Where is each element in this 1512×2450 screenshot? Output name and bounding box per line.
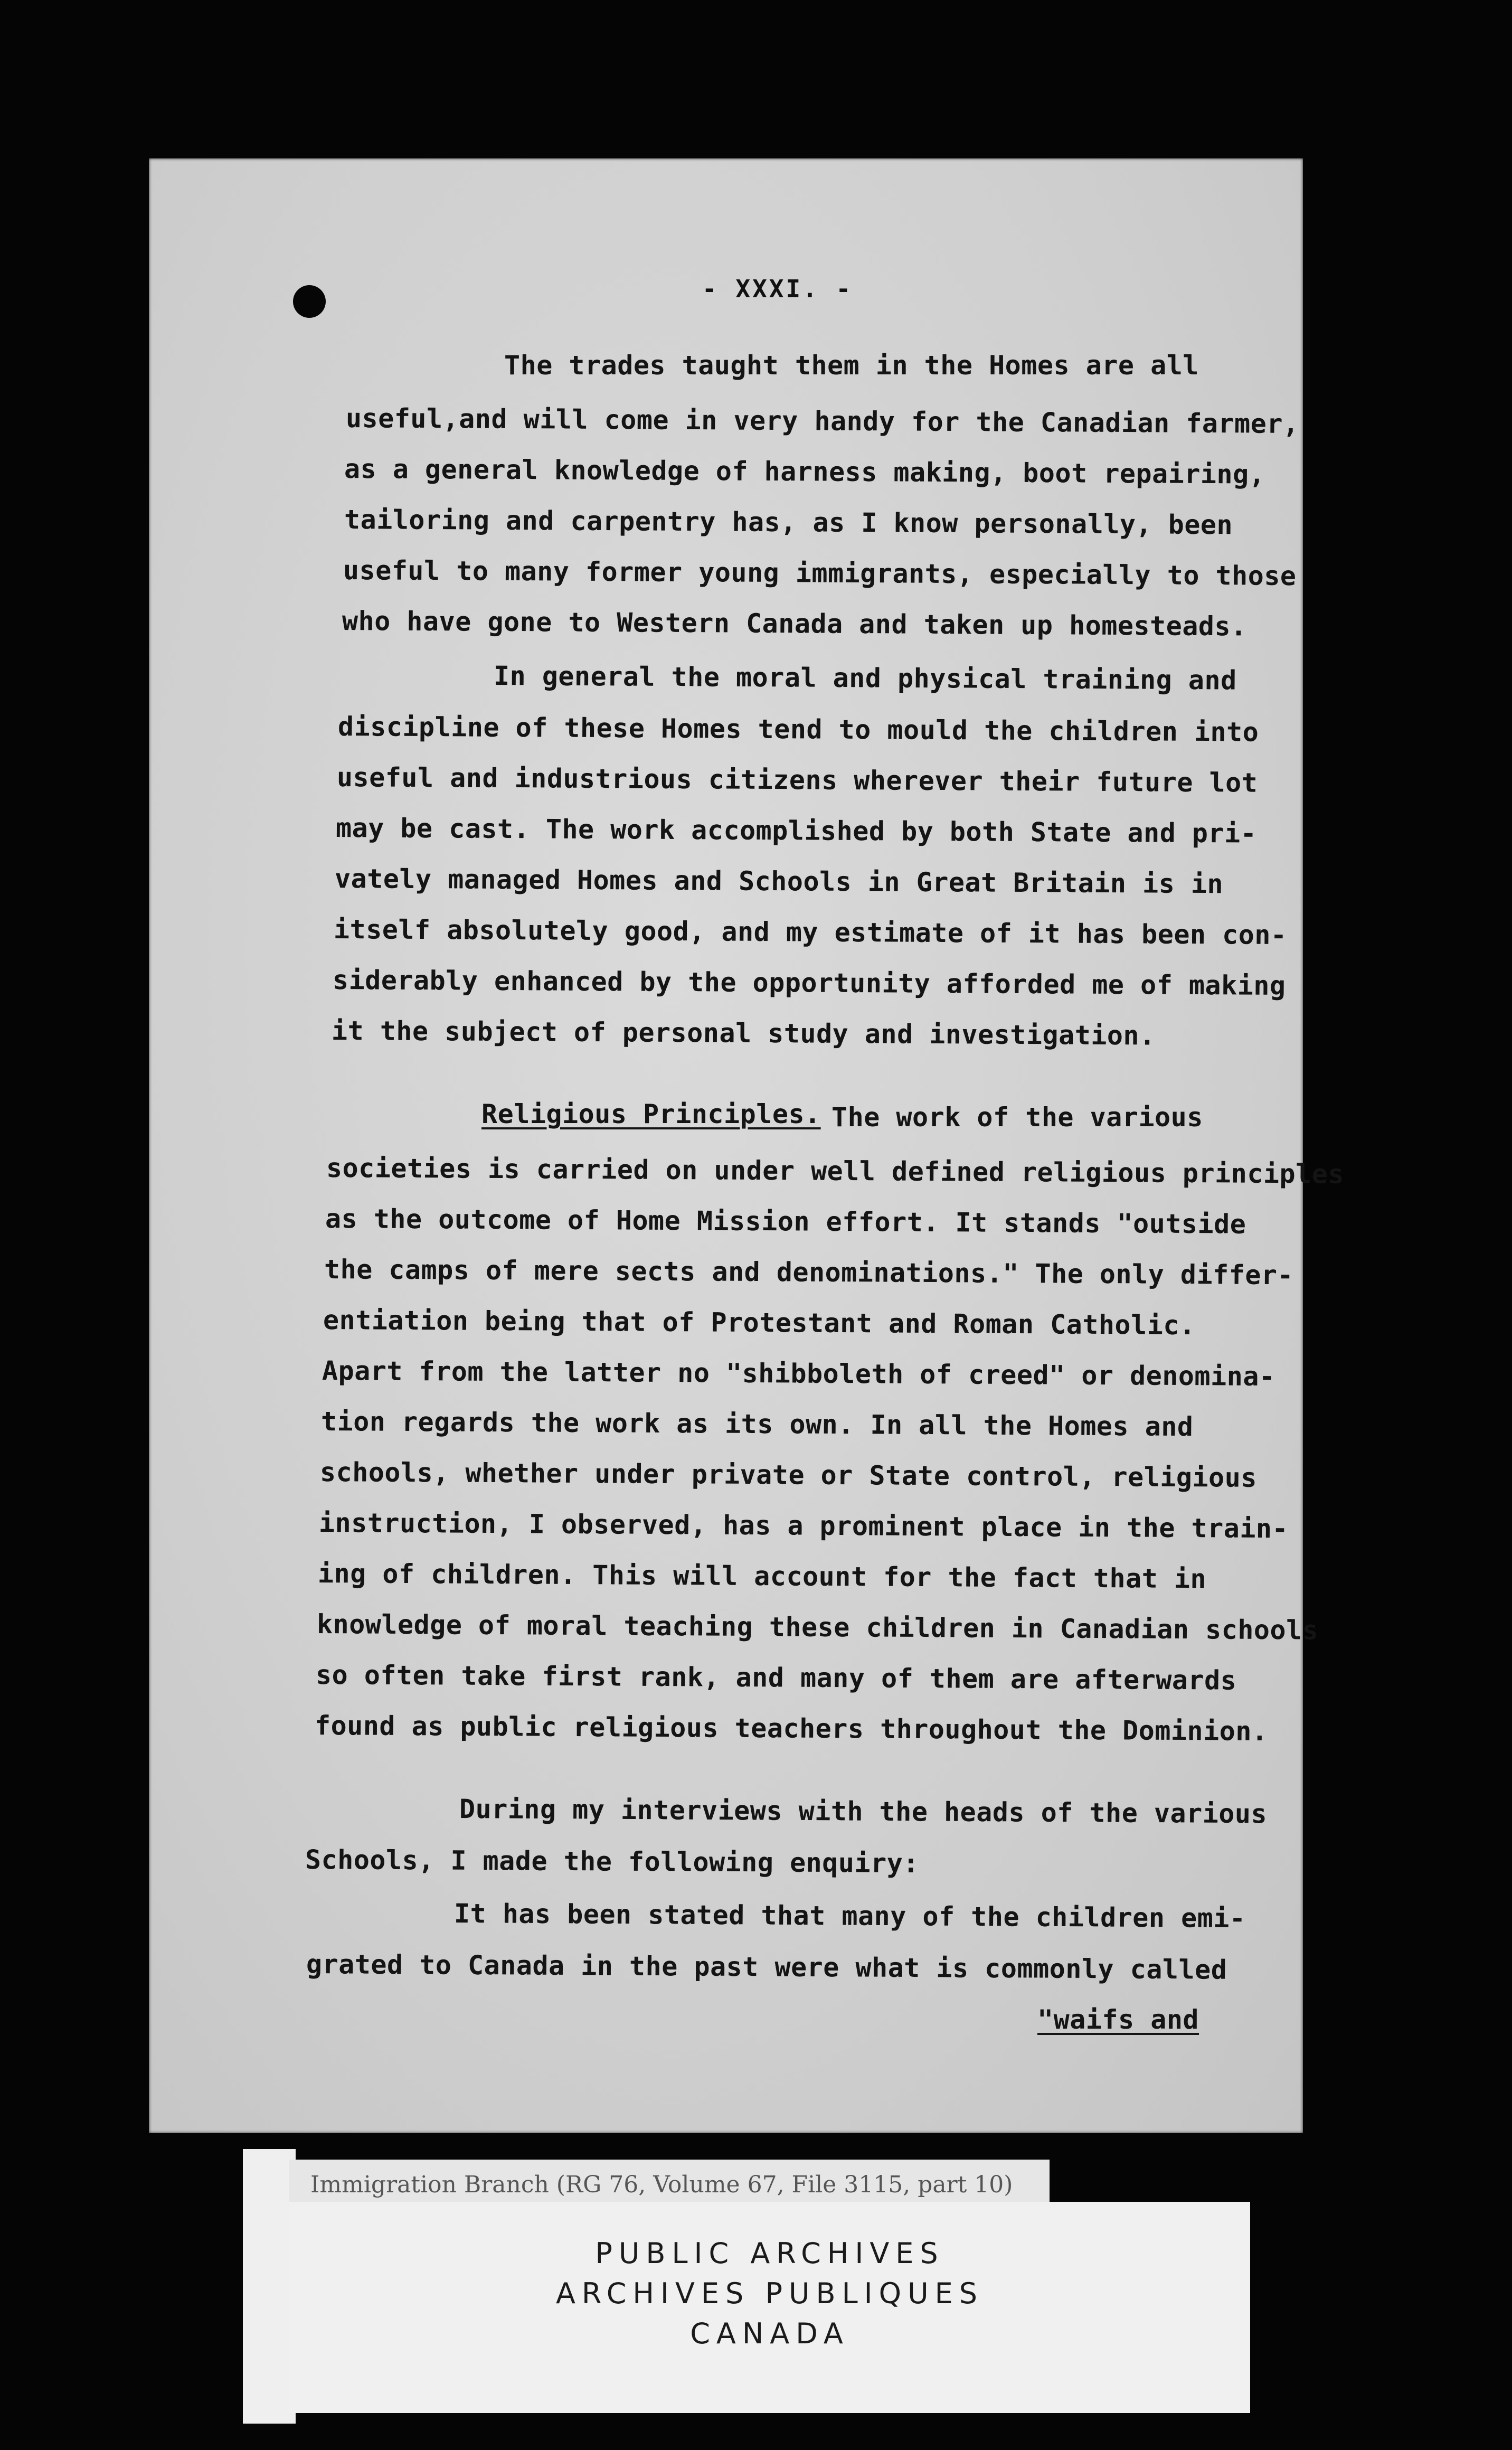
text-line: so often take first rank, and many of them are afterwards: [315, 1660, 1237, 1696]
text-line: who have gone to Western Canada and taken up homesteads.: [342, 606, 1247, 642]
text-line: During my interviews with the heads of the various: [459, 1794, 1268, 1830]
text-line: tailoring and carpentry has, as I know personally, been: [344, 504, 1233, 541]
text-line: itself absolutely good, and my estimate of it has been con-: [333, 914, 1287, 951]
text-line: siderably enhanced by the opportunity afforded me of making: [332, 965, 1286, 1002]
text-line: may be cast. The work accomplished by both State and pri-: [335, 813, 1257, 849]
text-line: It has been stated that many of the children emi-: [453, 1898, 1246, 1934]
text-line: grated to Canada in the past were what is commonly called: [306, 1949, 1227, 1985]
text-line: knowledge of moral teaching these children in Canadian schools: [316, 1609, 1319, 1646]
text-line: useful,and will come in very handy for the Canadian farmer,: [345, 403, 1299, 440]
text-line: schools, whether under private or State control, religious: [319, 1457, 1258, 1493]
document-page: [149, 158, 1303, 2133]
text-line: the camps of mere sects and denominations." The only differ-: [324, 1254, 1294, 1291]
punch-hole: [293, 285, 326, 318]
stamp-line: ARCHIVES PUBLIQUES: [555, 2277, 984, 2310]
text-line: Apart from the latter no "shibboleth of creed" or denomina-: [322, 1355, 1275, 1392]
section-heading: Religious Principles.: [481, 1099, 821, 1129]
text-line: as a general knowledge of harness making, boot repairing,: [344, 454, 1265, 490]
text-line: discipline of these Homes tend to mould the children into: [337, 711, 1259, 748]
text-line: ing of children. This will account for the fact that in: [317, 1558, 1207, 1595]
stamp-line: CANADA: [690, 2317, 849, 2350]
text-line: it the subject of personal study and investigation.: [331, 1015, 1156, 1051]
text-line: The work of the various: [831, 1102, 1203, 1133]
text-line: societies is carried on under well defined religious principles: [326, 1153, 1345, 1190]
archive-stamp: [289, 2202, 1250, 2413]
text-line: The trades taught them in the Homes are all: [504, 350, 1199, 381]
stamp-line: PUBLIC ARCHIVES: [595, 2237, 944, 2270]
page-number: - XXXI. -: [702, 275, 853, 303]
text-line: found as public religious teachers throughout the Dominion.: [314, 1710, 1268, 1747]
text-line: Schools, I made the following enquiry:: [305, 1844, 920, 1879]
archive-tab: [243, 2149, 296, 2424]
text-line: useful to many former young immigrants, especially to those: [343, 555, 1297, 592]
text-line: as the outcome of Home Mission effort. It stands "outside: [325, 1203, 1246, 1240]
text-line: instruction, I observed, has a prominent place in the train-: [318, 1507, 1289, 1544]
text-line: tion regards the work as its own. In all the Homes and: [320, 1406, 1194, 1443]
archive-reference: Immigration Branch (RG 76, Volume 67, File 3115, part 10): [289, 2160, 1050, 2223]
text-line: entiation being that of Protestant and Roman Catholic.: [323, 1305, 1196, 1341]
text-line: useful and industrious citizens wherever their future lot: [336, 762, 1258, 798]
text-line: In general the moral and physical training and: [493, 661, 1237, 696]
text-line-continued: "waifs and: [1037, 2004, 1199, 2035]
text-line: vately managed Homes and Schools in Great Britain is in: [334, 863, 1224, 900]
